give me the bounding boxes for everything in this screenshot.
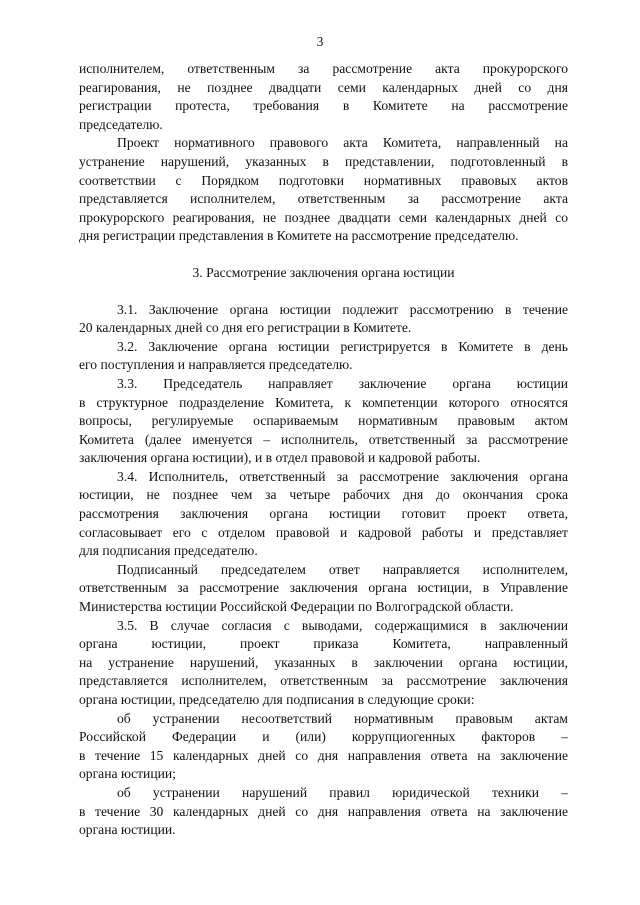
text-line: представляется исполнителем, ответственным за рассмотрение акта [79, 191, 568, 207]
text-line: исполнителем, ответственным за рассмотрение акта прокурорского [79, 61, 568, 76]
text-line: Российской Федерации и (или) коррупциогенных факторов – [79, 729, 568, 745]
text-line: органа юстиции; [79, 766, 176, 782]
text-line: органа юстиции. [79, 822, 176, 838]
text-line: органа юстиции, председателю для подписания в следующие сроки: [79, 692, 475, 707]
text-line: 3.5. В случае согласия с выводами, содержащимися в заключении [117, 617, 568, 633]
text-line: в структурное подразделение Комитета, к компетенции которого относятся [79, 394, 568, 410]
text-line: устранение нарушений, указанных в представлении, подготовленный в [79, 153, 568, 169]
text-line: об устранении несоответствий нормативным правовым актам [117, 710, 568, 726]
text-line: 3.2. Заключение органа юстиции регистрируется в Комитете в день [117, 338, 568, 354]
text-line: органа юстиции, проект приказа Комитета, направленный [79, 636, 568, 652]
text-line: юстиции, не позднее чем за четыре рабочих дня до окончания срока [79, 487, 568, 503]
document-text [79, 60, 568, 840]
text-line: регистрации протеста, требования в Комитете на рассмотрение [79, 98, 568, 114]
text-line: Подписанный председателем ответ направляется исполнителем, [117, 561, 568, 577]
text-line: 3.1. Заключение органа юстиции подлежит рассмотрению в течение [117, 301, 568, 317]
page-number: 3 [316, 34, 324, 49]
text-line: председателю. [79, 116, 163, 132]
text-line: Проект нормативного правового акта Комитета, направленный на [117, 135, 568, 151]
text-line: вопросы, регулируемые оспариваемым нормативным правовым актом [79, 413, 568, 429]
text-line: представляется исполнителем, ответственным за рассмотрение заключения [79, 673, 568, 689]
text-line: 3.4. Исполнитель, ответственный за рассмотрение заключения органа [117, 468, 568, 484]
text-line: 20 календарных дней со дня его регистрации в Комитете. [79, 320, 412, 336]
text-line: Комитета (далее именуется – исполнитель, ответственный за рассмотрение [79, 431, 568, 447]
text-line: его поступления и направляется председателю. [79, 357, 353, 373]
text-line: дня регистрации представления в Комитете на рассмотрение председателю. [79, 228, 519, 244]
text-line: Министерства юстиции Российской Федерации по Волгоградской области. [79, 599, 514, 615]
text-line: для подписания председателю. [79, 543, 258, 559]
section-heading: 3. Рассмотрение заключения органа юстиции [192, 264, 455, 280]
text-line: в течение 15 календарных дней со дня направления ответа на заключение [79, 747, 568, 763]
text-line: заключения органа юстиции), и в отдел правовой и кадровой работы. [79, 450, 481, 466]
text-line: в течение 30 календарных дней со дня направления ответа на заключение [79, 803, 568, 819]
text-line: ответственным за рассмотрение заключения органа юстиции, в Управление [79, 580, 568, 596]
text-line: 3.3. Председатель направляет заключение органа юстиции [117, 375, 568, 391]
text-line: рассмотрения заключения органа юстиции готовит проект ответа, [79, 506, 568, 522]
text-line: на устранение нарушений, указанных в заключении органа юстиции, [79, 654, 568, 670]
text-line: об устранении нарушений правил юридической техники – [117, 784, 568, 800]
text-line: реагирования, не позднее двадцати семи календарных дней со дня [79, 79, 568, 95]
text-line: соответствии с Порядком подготовки нормативных правовых актов [79, 172, 568, 188]
text-line: согласовывает его с отделом правовой и кадровой работы и представляет [79, 524, 568, 540]
text-line: прокурорского реагирования, не позднее двадцати семи календарных дней со [79, 209, 568, 225]
